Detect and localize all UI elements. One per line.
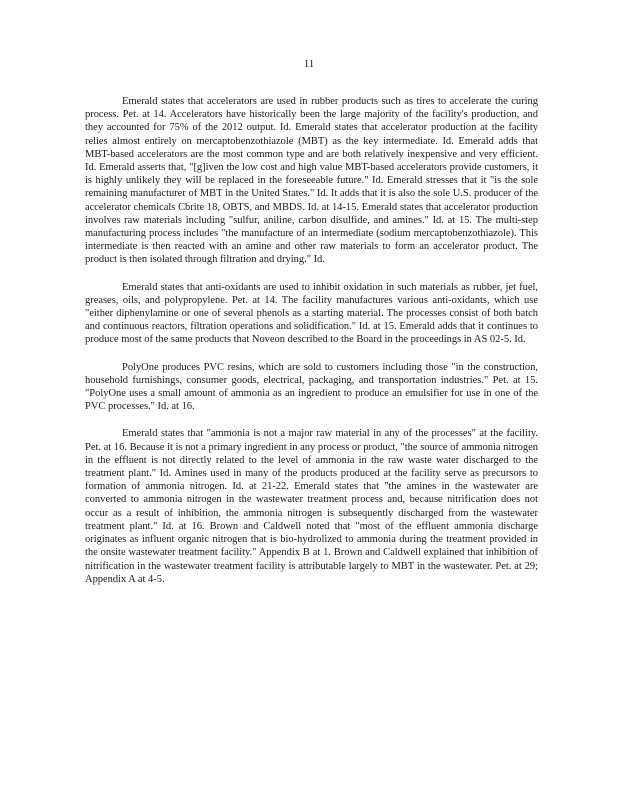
- paragraph-anti-oxidants: Emerald states that anti-oxidants are used to inhibit oxidation in such materials as rubber, jet fuel, greases, oils, and polypropylene. Pet. at 14. The facility manufactures various anti-oxidants, which use "either diphenylamine or one of several phenols as a starting material. The processes consist of both batch and continuous reactors, filtration operations and solidification." Id. at 15. Emerald adds that it continues to produce most of the same products that Noveon described to the Board in the proceedings in AS 02-5. Id.: [85, 281, 538, 346]
- paragraph-accelerators: Emerald states that accelerators are used in rubber products such as tires to accelerate the curing process. Pet. at 14. Accelerators have historically been the large majority of the facility's production, and they accounted for 75% of the 2012 output. Id. Emerald states that accelerator production at the facility relies almost entirely on mercaptobenzothiazole (MBT) as the key intermediate. Id. Emerald adds that MBT-based accelerators are the most common type and are both relatively inexpensive and very efficient. Id. Emerald asserts that, "[g]iven the low cost and high value MBT-based accelerators provide customers, it is highly unlikely they will be replaced in the foreseeable future." Id. Emerald stresses that it "is the sole remaining manufacturer of MBT in the United States." Id. It adds that it is also the sole U.S. producer of the accelerator chemicals Cbrite 18, OBTS, and MBDS. Id. at 14-15. Emerald states that accelerator production involves raw materials including "sulfur, aniline, carbon disulfide, and amines." Id. at 15. The multi-step manufacturing process includes "the manufacture of an intermediate (sodium mercaptobenzothiazole). This intermediate is then reacted with an amine and other raw materials to form an accelerator product. The product is then isolated through filtration and drying." Id.: [85, 96, 538, 266]
- document-body: [85, 95, 538, 600]
- page-number: 11: [303, 58, 315, 70]
- paragraph-ammonia: Emerald states that "ammonia is not a major raw material in any of the processes" at the facility. Pet. at 16. Because it is not a primary ingredient in any process or product, "the source of ammonia nitrogen in the effluent is not directly related to the level of ammonia in the raw waste water discharged to the treatment plant." Id. Amines used in many of the products produced at the facility serve as precursors to formation of ammonia nitrogen. Id. at 21-22. Emerald states that "the amines in the wastewater are converted to ammonia nitrogen in the wastewater treatment process and, because nitrification does not occur as a result of inhibition, the ammonia nitrogen is subsequently discharged from the wastewater treatment plant." Id. at 16. Brown and Caldwell noted that "most of the effluent ammonia discharge originates as influent organic nitrogen that is bio-hydrolized to ammonia during the treatment provided in the onsite wastewater treatment facility." Appendix B at 1. Brown and Caldwell explained that inhibition of nitrification in the wastewater treatment facility is attributable largely to MBT in the wastewater. Pet. at 29; Appendix A at 4-5.: [85, 428, 538, 585]
- paragraph-polyone: PolyOne produces PVC resins, which are sold to customers including those "in the construction, household furnishings, consumer goods, electrical, packaging, and transportation industries." Pet. at 15. "PolyOne uses a small amount of ammonia as an ingredient to produce an emulsifier for use in one of the PVC processes." Id. at 16.: [85, 361, 538, 413]
